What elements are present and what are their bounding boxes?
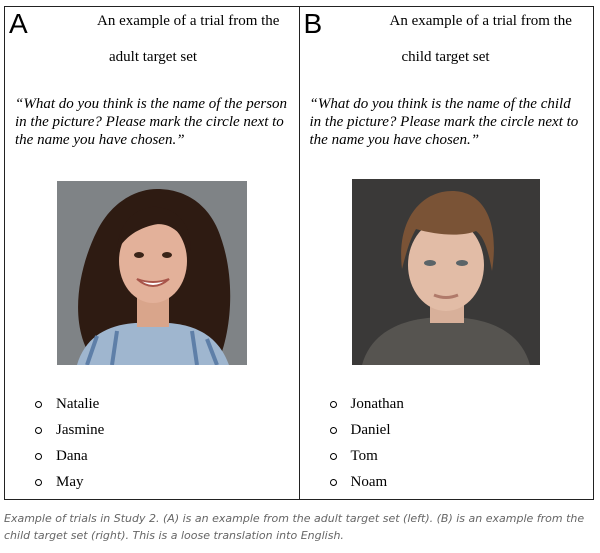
name-option[interactable] (35, 417, 104, 443)
adult-portrait-photo (57, 181, 247, 365)
panel-subtitle: adult target set (109, 49, 198, 65)
option-label: May (56, 473, 84, 490)
panel-letter: B (303, 8, 323, 39)
option-label: Daniel (350, 421, 391, 438)
panel-a (5, 7, 299, 499)
child-portrait-photo (352, 179, 540, 365)
radio-circle-icon[interactable] (330, 479, 337, 486)
panel-letter: A (9, 8, 28, 39)
radio-circle-icon[interactable] (35, 453, 42, 460)
panel-b (299, 7, 594, 499)
name-option[interactable] (330, 469, 404, 495)
instruction-text: “What do you think is the name of the child in the picture? Please mark the circle next to the name you have chosen.” (309, 96, 579, 148)
option-label: Natalie (56, 395, 100, 412)
name-option[interactable] (35, 469, 104, 495)
name-option[interactable] (35, 443, 104, 469)
name-option[interactable] (35, 391, 104, 417)
option-label: Tom (350, 447, 378, 464)
name-option[interactable] (330, 417, 404, 443)
radio-circle-icon[interactable] (330, 427, 337, 434)
panel-title: An example of a trial from the (389, 13, 572, 29)
name-options (330, 391, 404, 495)
option-label: Noam (350, 473, 388, 490)
radio-circle-icon[interactable] (35, 401, 42, 408)
radio-circle-icon[interactable] (330, 401, 337, 408)
name-options (35, 391, 104, 495)
figure-caption: Example of trials in Study 2. (A) is an example from the adult target set (left). (B) is an example from the child target set (right). This is a loose translation into English. (4, 512, 585, 542)
radio-circle-icon[interactable] (35, 427, 42, 434)
instruction-text: “What do you think is the name of the person in the picture? Please mark the circle next to the name you have chosen.” (15, 96, 288, 148)
name-option[interactable] (330, 391, 404, 417)
option-label: Dana (56, 447, 88, 464)
radio-circle-icon[interactable] (330, 453, 337, 460)
option-label: Jasmine (56, 421, 105, 438)
panel-title: An example of a trial from the (97, 13, 280, 29)
option-label: Jonathan (350, 395, 404, 412)
radio-circle-icon[interactable] (35, 479, 42, 486)
trial-examples-figure (4, 6, 594, 500)
name-option[interactable] (330, 443, 404, 469)
panel-subtitle: child target set (401, 49, 490, 65)
